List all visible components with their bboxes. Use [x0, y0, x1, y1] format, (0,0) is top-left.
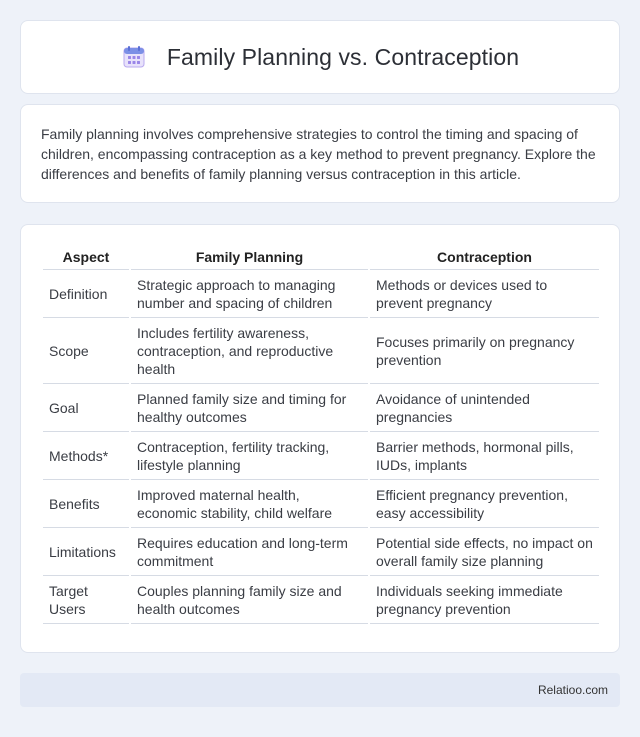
cell-family-planning: Couples planning family size and health outcomes — [130, 575, 369, 623]
cell-contraception: Potential side effects, no impact on overall family size planning — [369, 527, 599, 575]
cell-family-planning: Includes fertility awareness, contraception, and reproductive health — [130, 317, 369, 383]
cell-family-planning: Improved maternal health, economic stability, child welfare — [130, 479, 369, 527]
cell-aspect: Scope — [43, 317, 130, 383]
table-row — [43, 575, 599, 623]
cell-aspect: Target Users — [43, 575, 130, 623]
cell-aspect: Benefits — [43, 479, 130, 527]
title-card — [20, 20, 620, 94]
header-family-planning: Family Planning — [130, 247, 369, 269]
table-row — [43, 479, 599, 527]
table-row — [43, 317, 599, 383]
header-contraception: Contraception — [369, 247, 599, 269]
cell-family-planning: Contraception, fertility tracking, lifestyle planning — [130, 431, 369, 479]
cell-contraception: Methods or devices used to prevent pregnancy — [369, 269, 599, 317]
cell-family-planning: Requires education and long-term commitment — [130, 527, 369, 575]
cell-family-planning: Planned family size and timing for healthy outcomes — [130, 383, 369, 431]
cell-family-planning: Strategic approach to managing number and spacing of children — [130, 269, 369, 317]
cell-contraception: Focuses primarily on pregnancy prevention — [369, 317, 599, 383]
cell-contraception: Efficient pregnancy prevention, easy accessibility — [369, 479, 599, 527]
header-aspect: Aspect — [43, 247, 130, 269]
cell-aspect: Limitations — [43, 527, 130, 575]
cell-contraception: Barrier methods, hormonal pills, IUDs, implants — [369, 431, 599, 479]
cell-aspect: Goal — [43, 383, 130, 431]
cell-aspect: Methods* — [43, 431, 130, 479]
cell-aspect: Definition — [43, 269, 130, 317]
footer — [20, 673, 620, 707]
intro-text: Family planning involves comprehensive strategies to control the timing and spacing of children, encompassing contraception as a key method to prevent pregnancy. Explore the differences and benefits of family planning versus contraception in this article. — [41, 126, 596, 182]
comparison-table-card — [20, 224, 620, 653]
table-row — [43, 383, 599, 431]
cell-contraception: Individuals seeking immediate pregnancy prevention — [369, 575, 599, 623]
footer-brand: Relatioo.com — [537, 683, 608, 697]
page-title: Family Planning vs. Contraception — [166, 43, 520, 70]
cell-contraception: Avoidance of unintended pregnancies — [369, 383, 599, 431]
table-row — [43, 269, 599, 317]
intro-card — [20, 104, 620, 203]
table-header-row — [43, 247, 599, 269]
comparison-table — [43, 247, 599, 624]
table-row — [43, 431, 599, 479]
calendar-icon — [121, 44, 147, 70]
table-row — [43, 527, 599, 575]
